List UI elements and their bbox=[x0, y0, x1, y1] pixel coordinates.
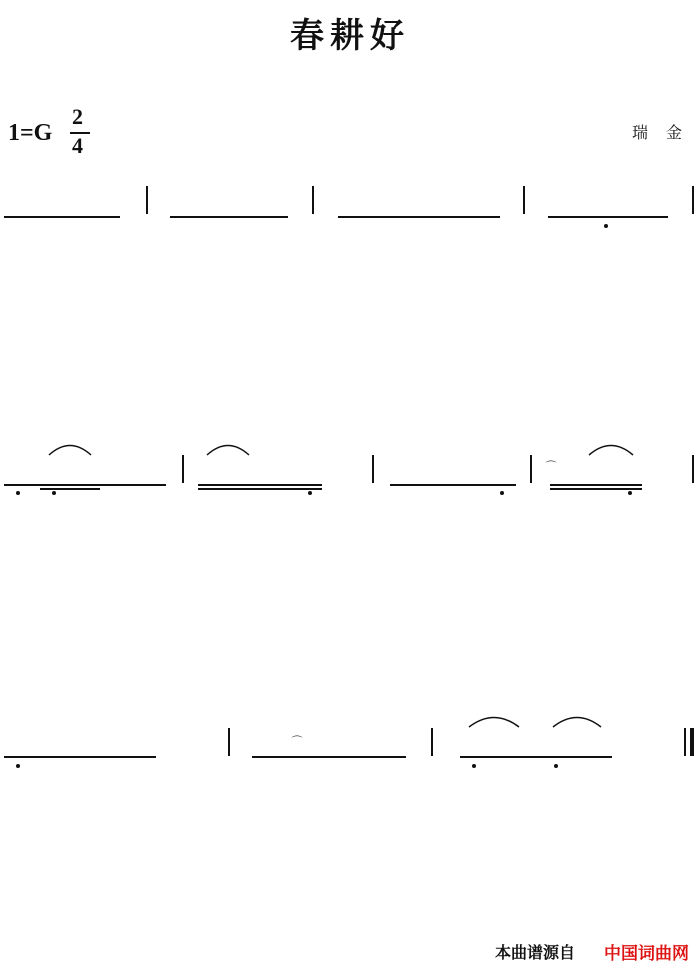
beam-underline bbox=[550, 488, 642, 490]
slur bbox=[468, 714, 520, 728]
bar-line bbox=[530, 455, 532, 483]
beam-underline bbox=[4, 216, 120, 218]
beam-underline bbox=[390, 484, 516, 486]
bar-line bbox=[146, 186, 148, 214]
bar-line bbox=[312, 186, 314, 214]
octave-dot bbox=[16, 491, 20, 495]
beam-underline bbox=[252, 756, 406, 758]
bar-line bbox=[431, 728, 433, 756]
song-title: 春耕好 bbox=[290, 16, 410, 56]
octave-dot bbox=[308, 491, 312, 495]
octave-dot bbox=[500, 491, 504, 495]
beam-underline bbox=[4, 756, 156, 758]
time-signature-bottom: 4 bbox=[72, 133, 83, 158]
bar-line bbox=[684, 728, 686, 756]
bar-line bbox=[523, 186, 525, 214]
footer-source: 本曲谱源自 bbox=[495, 943, 576, 962]
bar-line bbox=[182, 455, 184, 483]
beam-underline bbox=[460, 756, 612, 758]
bar-line bbox=[692, 186, 694, 214]
bar-line bbox=[690, 728, 694, 756]
beam-underline bbox=[338, 216, 500, 218]
footer-site: 中国词曲网 bbox=[604, 944, 689, 964]
beam-underline bbox=[198, 484, 322, 486]
slur bbox=[552, 714, 602, 728]
slur bbox=[48, 442, 92, 456]
key-signature: 1=G bbox=[8, 120, 53, 146]
beam-underline bbox=[198, 488, 322, 490]
beam-underline bbox=[4, 484, 166, 486]
beam-underline bbox=[550, 484, 642, 486]
octave-dot bbox=[628, 491, 632, 495]
octave-dot bbox=[472, 764, 476, 768]
time-signature-top: 2 bbox=[72, 104, 83, 129]
bar-line bbox=[372, 455, 374, 483]
octave-dot bbox=[604, 224, 608, 228]
beam-underline bbox=[548, 216, 668, 218]
grace-mark: ⌒ bbox=[545, 460, 557, 473]
author-credit: 瑞金 bbox=[632, 123, 700, 142]
bar-line bbox=[228, 728, 230, 756]
beam-underline bbox=[170, 216, 288, 218]
grace-mark: ⌒ bbox=[291, 735, 303, 748]
beam-underline bbox=[40, 488, 100, 490]
octave-dot bbox=[52, 491, 56, 495]
octave-dot bbox=[16, 764, 20, 768]
octave-dot bbox=[554, 764, 558, 768]
slur bbox=[206, 442, 250, 456]
bar-line bbox=[692, 455, 694, 483]
slur bbox=[588, 442, 634, 456]
